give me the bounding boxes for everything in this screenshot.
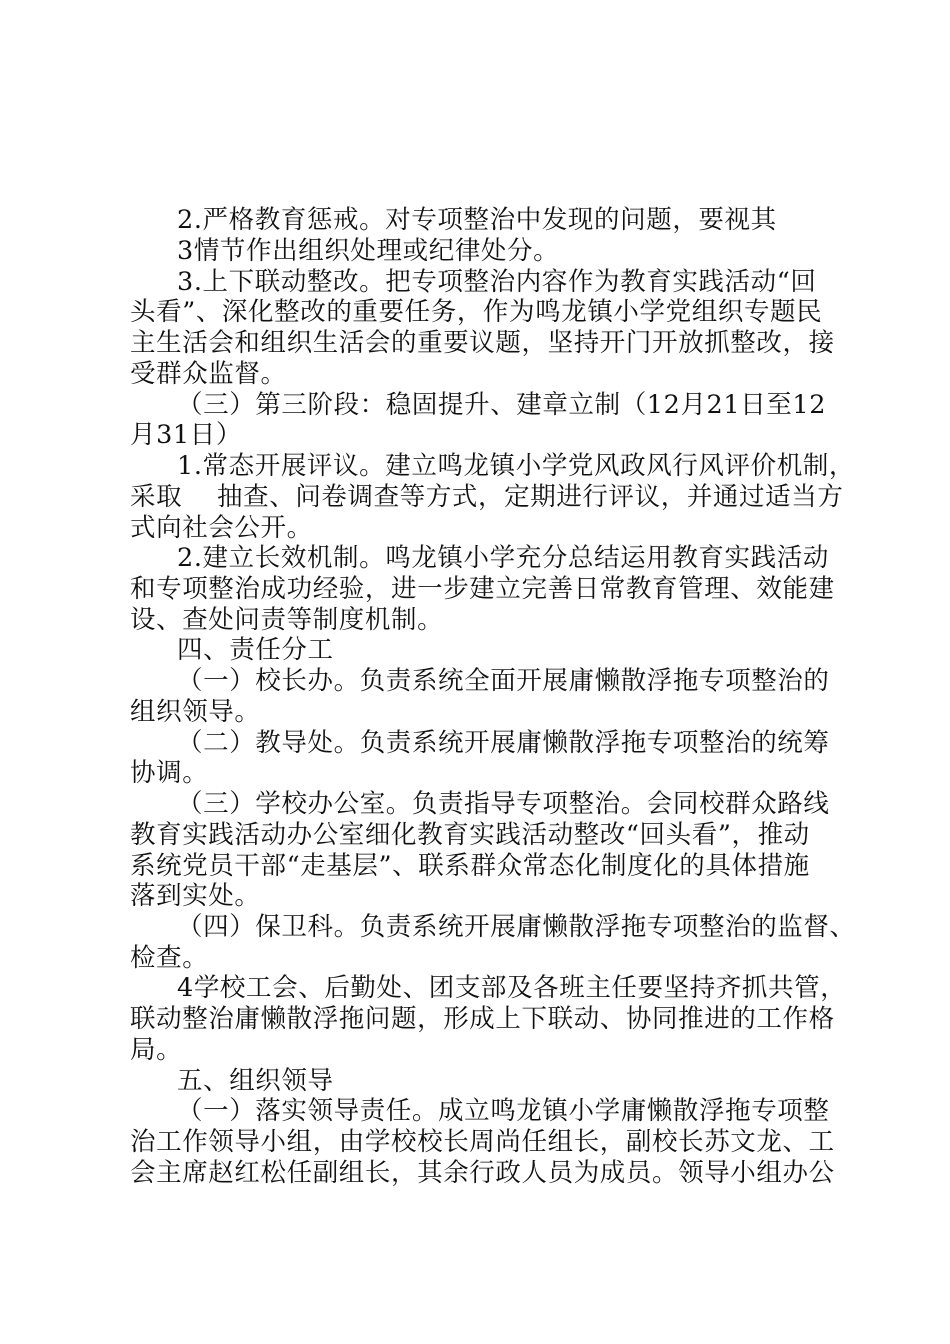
text-line: 4学校工会、后勤处、团支部及各班主任要坚持齐抓共管， — [177, 973, 847, 1003]
text-line: 月31日） — [130, 420, 242, 450]
text-line: 会主席赵红松任副组长，其余行政人员为成员。领导小组办公 — [130, 1158, 835, 1188]
text-line: （一）落实领导责任。成立鸣龙镇小学庸懒散浮拖专项整 — [177, 1096, 830, 1126]
text-line: 落到实处。 — [130, 881, 261, 911]
text-line: 协调。 — [130, 758, 209, 788]
text-line: （二）教导处。负责系统开展庸懒散浮拖专项整治的统筹 — [177, 728, 830, 758]
text-line: 3.上下联动整改。把专项整治内容作为教育实践活动“回 — [177, 267, 817, 297]
text-line: （三）第三阶段：稳固提升、建章立制（12月21日至12 — [177, 390, 827, 420]
text-line: 局。 — [130, 1035, 183, 1065]
text-line: 教育实践活动办公室细化教育实践活动整改“回头看”，推动 — [130, 820, 810, 850]
text-line: 组织领导。 — [130, 697, 261, 727]
text-line: 2.严格教育惩戒。对专项整治中发现的问题，要视其 — [177, 205, 777, 235]
text-line: 1.常态开展评议。建立鸣龙镇小学党风政风行风评价机制， — [177, 451, 856, 481]
text-line: 检查。 — [130, 943, 209, 973]
text-line: 2.建立长效机制。鸣龙镇小学充分总结运用教育实践活动 — [177, 543, 829, 573]
section-heading: 四、责任分工 — [177, 635, 334, 665]
text-line: 采取 抽查、问卷调查等方式，定期进行评议，并通过适当方 — [130, 482, 844, 512]
text-line: 和专项整治成功经验，进一步建立完善日常教育管理、效能建 — [130, 574, 835, 604]
text-line: 头看”、深化整改的重要任务，作为鸣龙镇小学党组织专题民 — [130, 297, 823, 327]
text-line: （四）保卫科。负责系统开展庸懒散浮拖专项整治的监督、 — [177, 912, 856, 942]
text-line: 系统党员干部“走基层”、联系群众常态化制度化的具体措施 — [130, 851, 810, 881]
text-line: （三）学校办公室。负责指导专项整治。会同校群众路线 — [177, 789, 830, 819]
text-line: 受群众监督。 — [130, 359, 287, 389]
section-heading: 五、组织领导 — [177, 1066, 334, 1096]
text-line: （一）校长办。负责系统全面开展庸懒散浮拖专项整治的 — [177, 666, 830, 696]
text-line: 设、查处问责等制度机制。 — [130, 605, 444, 635]
text-line: 治工作领导小组，由学校校长周尚任组长，副校长苏文龙、工 — [130, 1127, 835, 1157]
text-line: 联动整治庸懒散浮拖问题，形成上下联动、协同推进的工作格 — [130, 1004, 835, 1034]
text-line: 式向社会公开。 — [130, 513, 313, 543]
text-line: 3情节作出组织处理或纪律处分。 — [177, 236, 560, 266]
text-line: 主生活会和组织生活会的重要议题，坚持开门开放抓整改，接 — [130, 328, 835, 358]
